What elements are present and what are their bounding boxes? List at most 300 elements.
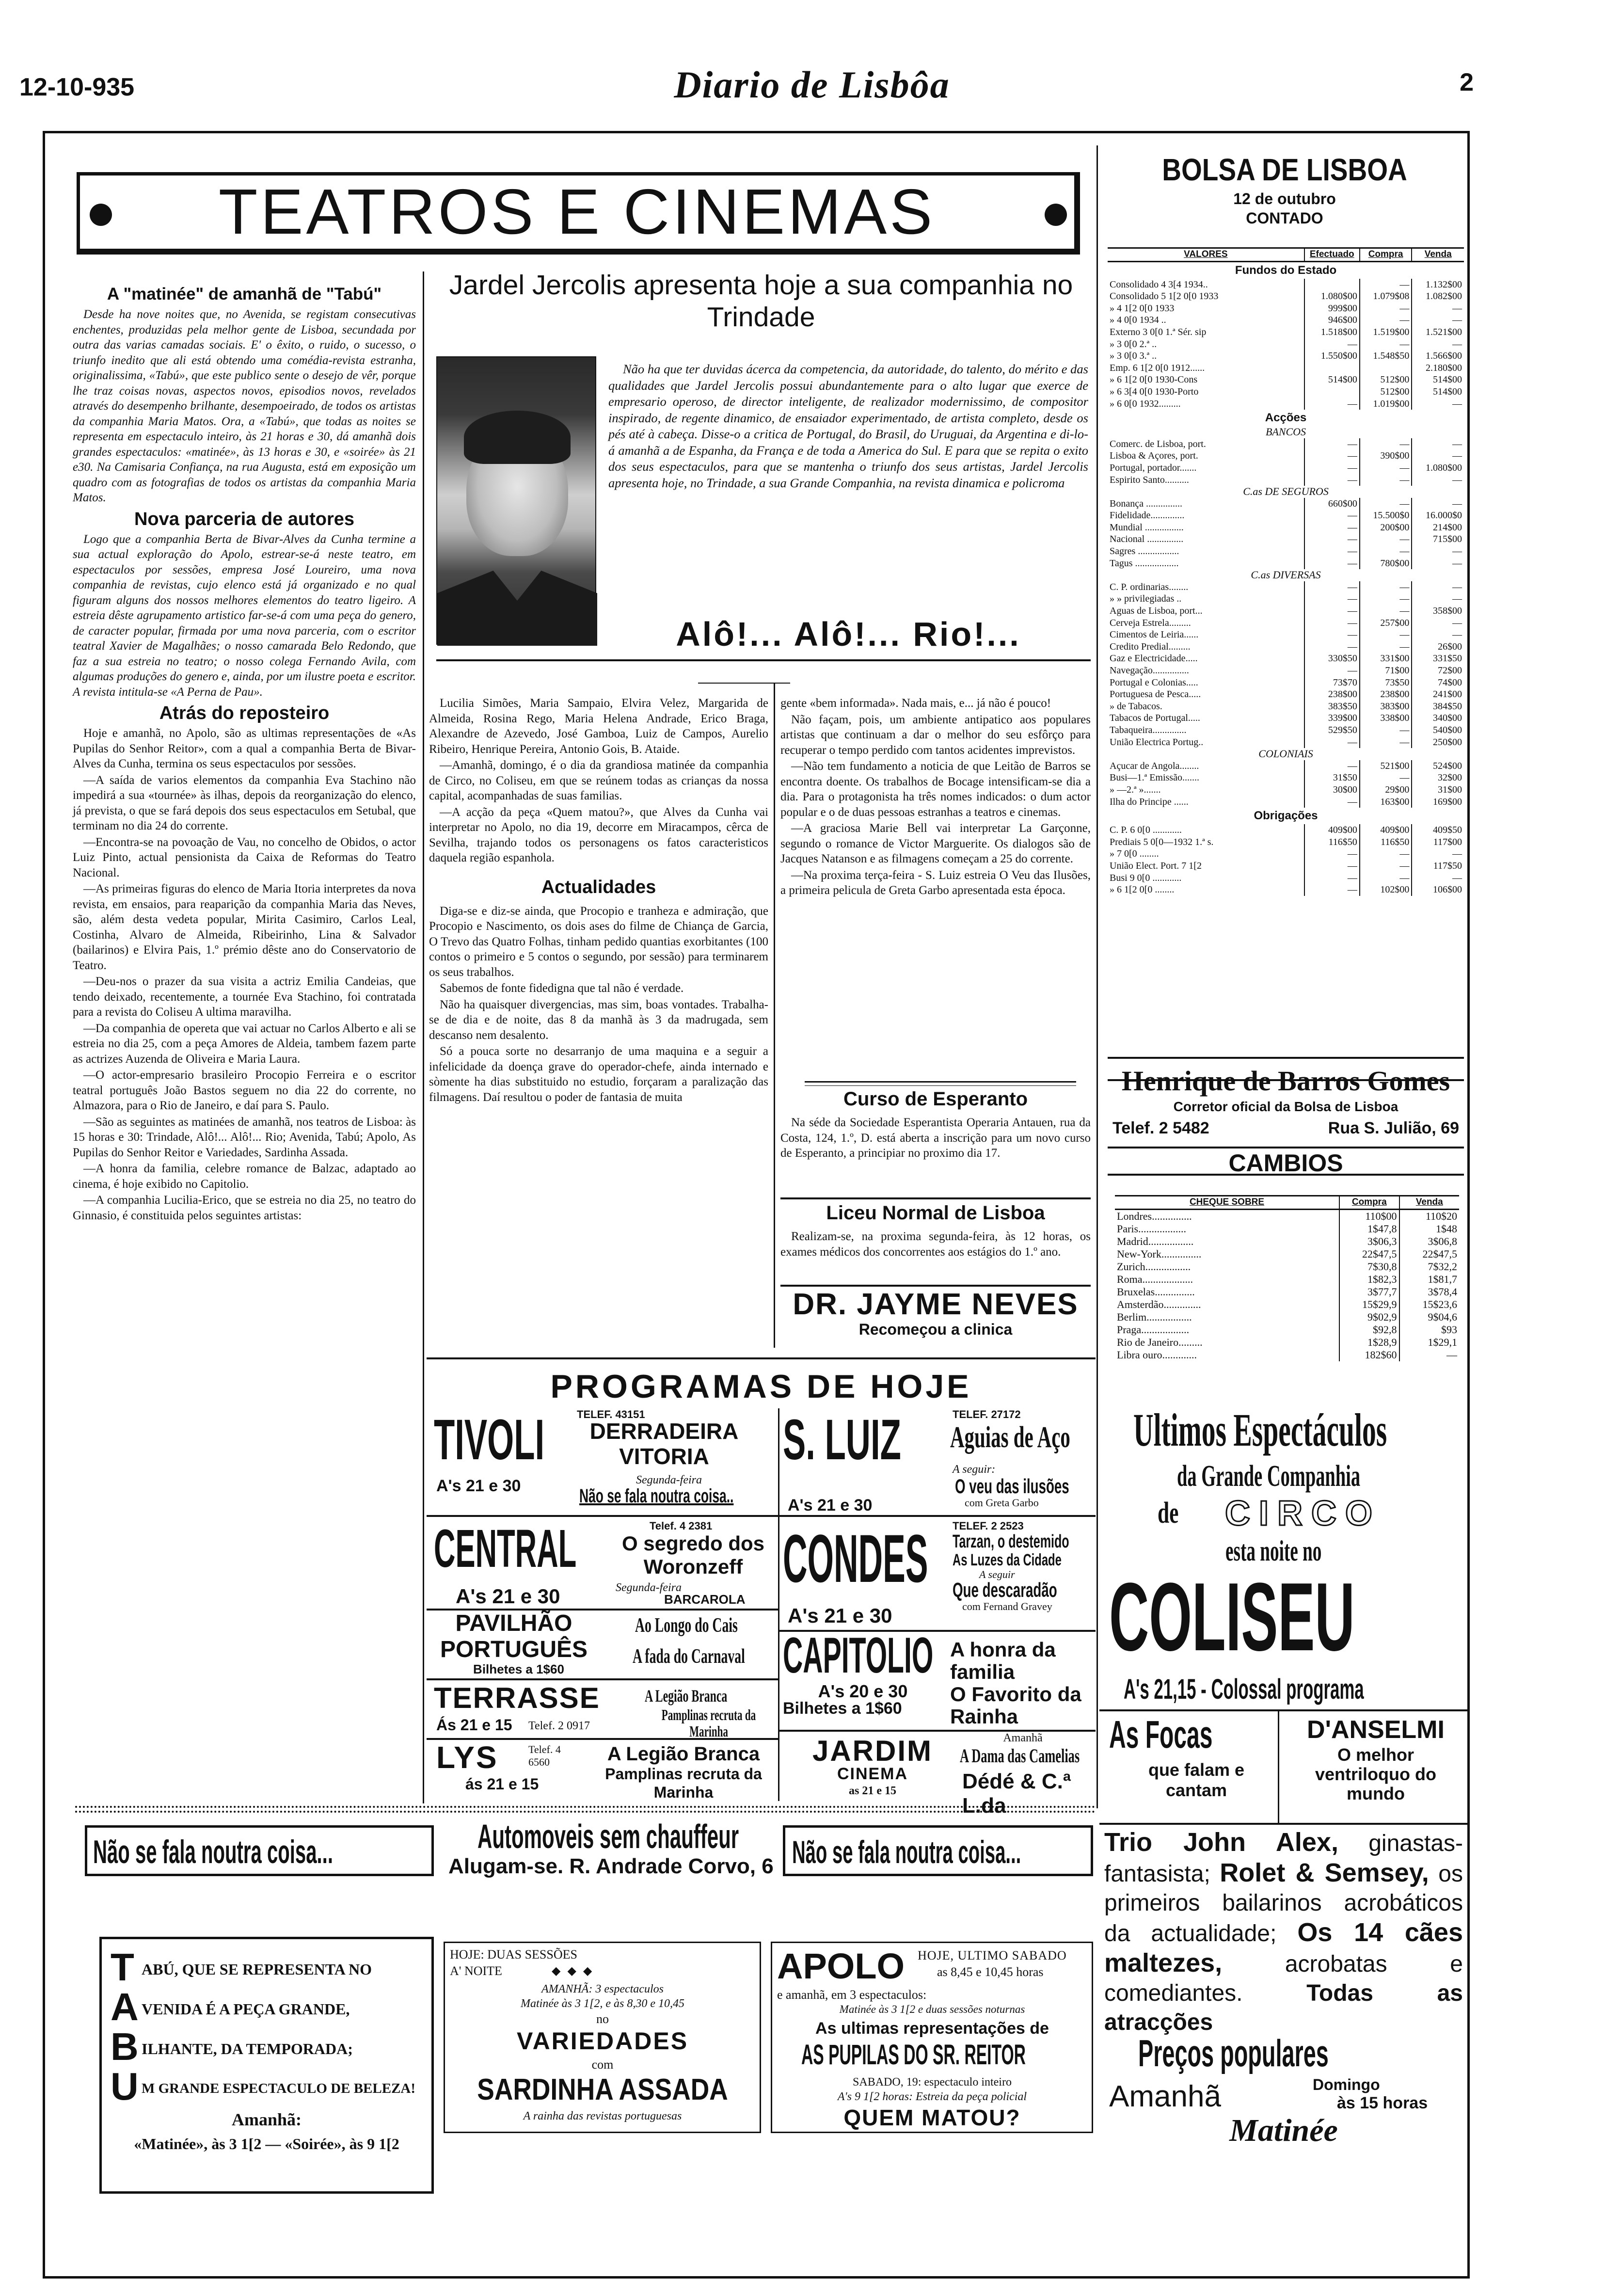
bolsa-price-cell: 238$00 <box>1304 688 1360 701</box>
lys-name: LYS <box>436 1740 498 1775</box>
cambios-rate: $93 <box>1399 1323 1460 1336</box>
terrasse-name: TERRASSE <box>434 1682 600 1714</box>
cambios-rate: 1$48 <box>1399 1223 1460 1235</box>
bolsa-price-cell: 358$00 <box>1412 605 1464 617</box>
coliseu-line-4: esta noite no <box>1225 1535 1322 1567</box>
apolo-line: A's 9 1[2 horas: Estreia da peça policial <box>837 2090 1027 2103</box>
act-rolet-desc: os primeiros bailarinos acrobáticos da actualidade; <box>1104 1861 1463 1946</box>
bolsa-date: 12 de outubro <box>1233 190 1336 207</box>
cambios-rate: 3$77,7 <box>1339 1286 1399 1298</box>
bolsa-price-cell: 1.082$00 <box>1412 290 1464 303</box>
apolo-line: Matinée às 3 1[2 e duas sessões noturnas <box>839 2003 1025 2015</box>
bolsa-price-cell: 250$00 <box>1412 736 1464 749</box>
jardim-name: JARDIM <box>812 1735 933 1767</box>
bolsa-row <box>1108 261 1464 279</box>
article-paragraph: Só a pouca sorte no desarranjo de uma maquina e a seguir a infelicidade da doença grave do operador-chefe, ainda internado e sòmente ha dias substituido no estudio, forçaram a paralização das filmagens. Daí resultou o poder de fantasia de muita <box>429 1045 768 1104</box>
bolsa-price-cell: — <box>1412 545 1464 558</box>
cambios-rate: 22$47,5 <box>1399 1248 1460 1260</box>
bolsa-price-cell: 102$00 <box>1360 884 1412 896</box>
bolsa-price-cell: — <box>1304 474 1360 486</box>
bolsa-row <box>1108 701 1464 713</box>
pavilhao-price: Bilhetes a 1$60 <box>473 1662 564 1676</box>
bolsa-price-cell: 339$00 <box>1304 712 1360 724</box>
bolsa-price-cell: — <box>1304 641 1360 653</box>
doctor-text: Recomeçou a clinica <box>858 1321 1013 1338</box>
bolsa-price-cell: 1.079$08 <box>1360 290 1412 303</box>
coliseu-ad <box>1099 1401 1468 2148</box>
bolsa-row <box>1108 824 1464 836</box>
bolsa-price-cell: — <box>1412 617 1464 629</box>
hora-label: às 15 horas <box>1337 2094 1428 2112</box>
condes-tel: TELEF. 2 2523 <box>953 1520 1024 1532</box>
article-paragraph: Logo que a companhia Berta de Bivar-Alves da Cunha termine a sua actual exploração do Apolo, estrear-se-á neste teatro, em espectaculos por sessões, empresa José Loureiro, uma nova companhia de revistas, cujo elenco está já organizado e no qual figuram alguns dos nossos melhores elementos do teatro ligeiro. A estreia dêste agrupamento artistico far-se-á com uma peça do genero, de caracter popular, firmada por uma nova parceria, com o escritor teatral Xavier de Magalhães; o nosso camarada Belo Redondo, que faz a sua estreia no teatro; o nosso colega Fernando Avila, com algumas produções do genero e, ainda, por um ilustre poeta e escritor. A revista intitula-se «A Perna de Pau». <box>73 532 416 699</box>
tabu-initial: B <box>111 2025 139 2068</box>
bolsa-row <box>1108 303 1464 315</box>
cambios-header: Compra <box>1339 1196 1399 1210</box>
amanha-label: Amanhã <box>1109 2080 1221 2113</box>
article-paragraph: Diga-se e diz-se ainda, que Procopio e tranheza e admiração, que Procopio e Nascimento, os dois ases do filme de Chiança de Garcia, O Trevo das Quatro Folhas, tinham pedido quantias exorbitantes (100 contos o primeiro e 5 contos o segundo, por sessão) para terminarem os seus trabalhos. <box>429 904 768 979</box>
article-paragraph: gente «bem informada». Nada mais, e... já não é pouco! <box>780 697 1051 710</box>
bolsa-price-cell: 1.548$50 <box>1360 350 1412 362</box>
bolsa-price-cell: 26$00 <box>1412 641 1464 653</box>
variedades-show: SARDINHA ASSADA <box>477 2073 728 2106</box>
bolsa-price-cell <box>1304 362 1360 374</box>
coliseu-line-2: da Grande Companhia <box>1177 1460 1361 1493</box>
article-paragraph: Não façam, pois, um ambiente antipatico aos populares artistas que continuam a dar o melhor do seu esfôrço para recuperar o tempo perdido com tantos acidentes imprevistos. <box>780 713 1091 757</box>
variedades-line: com <box>591 2057 614 2072</box>
bolsa-price-cell: — <box>1360 629 1412 641</box>
bolsa-price-cell: — <box>1360 848 1412 860</box>
bolsa-security-name: » —2.ª »....... <box>1110 784 1161 795</box>
bolsa-price-cell: 74$00 <box>1412 677 1464 689</box>
bolsa-price-cell: 512$00 <box>1360 386 1412 398</box>
broker-phone: Telef. 2 5482 <box>1112 1119 1209 1137</box>
bolsa-row <box>1108 748 1464 760</box>
act-trio-desc: ginastas-fantasista; <box>1104 1831 1463 1887</box>
bolsa-security-name: Espirito Santo.......... <box>1110 474 1189 485</box>
cambios-rate: 1$47,8 <box>1339 1223 1399 1235</box>
bolsa-security-name: » 4 0[0 1934 .. <box>1110 315 1166 326</box>
bolsa-header: Venda <box>1412 248 1464 262</box>
bolsa-price-cell: 1.080$00 <box>1304 290 1360 303</box>
bolsa-price-cell: 169$00 <box>1412 796 1464 808</box>
bolsa-price-cell: 715$00 <box>1412 533 1464 545</box>
article-heading-actualidades: Actualidades <box>541 877 656 897</box>
masthead: Diario de Lisbôa <box>674 64 950 106</box>
bolsa-price-cell: 383$00 <box>1360 701 1412 713</box>
cambios-rate: 110$00 <box>1339 1209 1399 1223</box>
condes-next: Que descaradão <box>953 1578 1057 1601</box>
section-title: TEATROS E CINEMAS <box>218 176 936 247</box>
bolsa-price-cell: — <box>1360 593 1412 605</box>
bolsa-price-cell: 524$00 <box>1412 760 1464 772</box>
divider <box>436 659 1091 661</box>
anselmi-title: D'ANSELMI <box>1307 1716 1445 1744</box>
bolsa-price-cell: — <box>1304 581 1360 593</box>
bolsa-price-cell: 1.518$00 <box>1304 326 1360 338</box>
cambios-city: New-York............... <box>1117 1247 1202 1260</box>
bolsa-security-name: » 6 0[0 1932......... <box>1110 398 1181 409</box>
section-banner <box>77 172 1080 255</box>
bolsa-row <box>1108 498 1464 510</box>
bolsa-price-cell: 106$00 <box>1412 884 1464 896</box>
lys-film2: Pamplinas recruta da Marinha <box>605 1765 762 1801</box>
capitolio-film: A honra da familia <box>950 1638 1056 1683</box>
cambios-rate: 9$04,6 <box>1399 1311 1460 1323</box>
bolsa-price-cell: 390$00 <box>1360 450 1412 462</box>
article-paragraph: —Amanhã, domingo, é o dia da grandiosa matinée da companhia de Circo, no Coliseu, em que se reúnem todas as crianças da nossa capital, acompanhadas de suas familias. <box>429 759 768 802</box>
tabu-line: ILHANTE, DA TEMPORADA; <box>142 2040 353 2057</box>
variedades-line: A' NOITE <box>450 1964 502 1978</box>
column-two <box>429 696 768 1350</box>
bolsa-security-name: » 4 1[2 0[0 1933 <box>1110 303 1175 314</box>
bolsa-row <box>1108 374 1464 386</box>
cambios-city: Zurich................. <box>1117 1260 1191 1273</box>
bolsa-security-name: » 6 1[2 0[0 1930-Cons <box>1110 374 1198 385</box>
bolsa-subsection-heading: C.as DE SEGUROS <box>1243 485 1329 498</box>
banner-nao-se-fala-1 <box>85 1825 434 1876</box>
focas-title: As Focas <box>1109 1713 1213 1756</box>
bolsa-row <box>1108 617 1464 629</box>
bolsa-security-name: » de Tabacos. <box>1110 701 1162 712</box>
bolsa-security-name: Navegação............... <box>1110 665 1189 676</box>
article-paragraph: —O actor-empresario brasileiro Procopio Ferreira e o escritor teatral português João Bastos seguem no dia 22 do corrente, no Almazora, para o Rio de Janeiro, e daí para S. Paulo. <box>73 1068 416 1112</box>
variedades-line: Matinée às 3 1[2, e às 8,30 e 10,45 <box>521 1997 684 2010</box>
cambios-city: Paris.................. <box>1117 1222 1186 1235</box>
bolsa-row <box>1108 796 1464 808</box>
article-paragraph: —A honra da familia, celebre romance de Balzac, adaptado ao cinema, é hoje exibido no Capitolio. <box>73 1162 416 1191</box>
coliseu-name: COLISEU <box>1109 1563 1355 1671</box>
bolsa-security-name: Externo 3 0[0 1.ª Sér. sip <box>1110 326 1207 337</box>
bolsa-price-cell: 529$50 <box>1304 724 1360 736</box>
bolsa-price-cell: 238$00 <box>1360 688 1412 701</box>
cambios-city: Madrid................. <box>1117 1235 1194 1247</box>
bolsa-price-cell: — <box>1412 438 1464 450</box>
bolsa-row <box>1108 772 1464 784</box>
variedades-line: A rainha das revistas portuguesas <box>523 2110 682 2122</box>
article-paragraph: —A companhia Lucilia-Erico, que se estreia no dia 25, no teatro do Ginnasio, é constituida pelos seguintes artistas: <box>73 1194 416 1222</box>
cambios-row <box>1115 1260 1459 1273</box>
jardim-film2: Dédé & C.ª L.da <box>962 1770 1071 1818</box>
bolsa-price-cell: 409$00 <box>1360 824 1412 836</box>
esperanto-text: Na séde da Sociedade Esperantista Operaria Antauen, rua da Costa, 124, 1.º, D. está aberta a inscrição para um novo curso de Esperanto, a principiar no proximo dia 17. <box>780 1116 1091 1160</box>
cambios-rate: 22$47,5 <box>1339 1248 1399 1260</box>
bolsa-price-cell: 409$50 <box>1412 824 1464 836</box>
bolsa-security-name: Emp. 6 1[2 0[0 1912...... <box>1110 362 1205 373</box>
broker-name: Henrique de Barros Gomes <box>1121 1065 1450 1097</box>
sluiz-time: A's 21 e 30 <box>788 1496 873 1515</box>
tabu-initial: A <box>111 1985 139 2028</box>
column-rule <box>1278 1711 1279 1823</box>
bolsa-price-cell: — <box>1304 558 1360 570</box>
bolsa-security-name: Comerc. de Lisboa, port. <box>1110 438 1206 449</box>
condes-name: CONDES <box>783 1520 928 1596</box>
bullet-right-icon <box>1045 204 1067 226</box>
bolsa-price-cell: — <box>1304 884 1360 896</box>
bolsa-header: Efectuado <box>1304 248 1360 262</box>
bolsa-price-cell: — <box>1304 398 1360 410</box>
cambios-city: Berlim................. <box>1117 1310 1192 1323</box>
cambios-row <box>1115 1311 1459 1323</box>
cambios-row <box>1115 1298 1459 1311</box>
bolsa-price-cell: — <box>1412 848 1464 860</box>
cambios-city: Londres............... <box>1117 1210 1192 1222</box>
bolsa-price-cell: 514$00 <box>1304 374 1360 386</box>
pavilhao-film: Ao Longo do Cais <box>635 1614 738 1637</box>
terrasse-tel: Telef. 2 0917 <box>528 1720 590 1732</box>
tivoli-name: TIVOLI <box>434 1408 545 1472</box>
bolsa-security-name: Bonança ............... <box>1110 498 1182 509</box>
bolsa-price-cell: 514$00 <box>1412 374 1464 386</box>
page-number: 2 <box>1460 68 1474 96</box>
bolsa-price-cell: 338$00 <box>1360 712 1412 724</box>
bolsa-price-cell: 660$00 <box>1304 498 1360 510</box>
bolsa-row <box>1108 808 1464 824</box>
bolsa-row <box>1108 533 1464 545</box>
cambios-row <box>1115 1248 1459 1260</box>
central-tel: Telef. 4 2381 <box>650 1520 713 1532</box>
article-heading-tabu: A "matinée" de amanhã de "Tabú" <box>107 285 382 303</box>
bolsa-row <box>1108 450 1464 462</box>
bolsa-row <box>1108 362 1464 374</box>
bolsa-security-name: » 3 0[0 3.ª .. <box>1110 351 1157 362</box>
bolsa-security-name: União Elect. Port. 7 1[2 <box>1110 860 1202 871</box>
bolsa-row <box>1108 410 1464 426</box>
cambios-row <box>1115 1273 1459 1286</box>
bolsa-price-cell: — <box>1360 724 1412 736</box>
feature-headline: Jardel Jercolis apresenta hoje a sua companhia no Trindade <box>449 270 1073 333</box>
bolsa-row <box>1108 558 1464 570</box>
bolsa-security-name: C. P. 6 0[0 ............ <box>1110 825 1182 836</box>
terrasse-time-2: Ás 21 e 15 <box>436 1716 512 1734</box>
bolsa-row <box>1108 279 1464 291</box>
bolsa-table-wrap <box>1108 247 1464 1081</box>
bolsa-price-cell: 29$00 <box>1360 784 1412 796</box>
bolsa-price-cell: 200$00 <box>1360 522 1412 534</box>
variedades-line: HOJE: DUAS SESSÕES <box>450 1947 577 1961</box>
bolsa-security-name: Credito Predial......... <box>1110 641 1191 652</box>
column-rule <box>423 271 424 1803</box>
bolsa-price-cell: — <box>1304 522 1360 534</box>
cambios-rate: 3$06,3 <box>1339 1235 1399 1248</box>
bolsa-security-name: » 6 3[4 0[0 1930-Porto <box>1110 386 1199 397</box>
apolo-line: e amanhã, em 3 espectaculos: <box>777 1988 927 2002</box>
central-time: A's 21 e 30 <box>456 1585 560 1608</box>
bolsa-price-cell: 1.080$00 <box>1412 462 1464 474</box>
tabu-line: M GRANDE ESPECTACULO DE BELEZA! <box>142 2081 416 2096</box>
cambios-rate: 7$30,8 <box>1339 1260 1399 1273</box>
bolsa-row <box>1108 784 1464 796</box>
article-paragraph: —Deu-nos o prazer da sua visita a actriz Emilia Candeias, que tendo deixado, recentemente, a tournée Eva Stachino, foi contratada para a revista do Coliseu A ultima maravilha. <box>73 975 416 1019</box>
article-paragraph: —Na proxima terça-feira - S. Luiz estreia O Veu das Ilusões, a primeira pelicula de Greta Garbo apresentada esta época. <box>780 868 1091 897</box>
bolsa-security-name: » 3 0[0 2.ª .. <box>1110 338 1157 350</box>
cambios-city: Praga.................. <box>1117 1323 1190 1336</box>
bolsa-price-cell: 241$00 <box>1412 688 1464 701</box>
bolsa-price-cell: 384$50 <box>1412 701 1464 713</box>
cambios-row <box>1115 1223 1459 1235</box>
bolsa-row <box>1108 848 1464 860</box>
cambios-city: Bruxelas............... <box>1117 1285 1195 1298</box>
bolsa-price-cell: — <box>1412 629 1464 641</box>
article-heading-reposteiro: Atrás do reposteiro <box>159 703 330 723</box>
cambios-rate: 182$60 <box>1339 1349 1399 1361</box>
bolsa-price-cell: 512$00 <box>1360 374 1412 386</box>
cambios-rate: 15$29,9 <box>1339 1298 1399 1311</box>
bolsa-price-cell: — <box>1360 545 1412 558</box>
bolsa-price-cell: — <box>1360 772 1412 784</box>
bolsa-price-cell: — <box>1304 450 1360 462</box>
bolsa-row <box>1108 326 1464 338</box>
bolsa-row <box>1108 836 1464 848</box>
bolsa-price-cell: — <box>1304 629 1360 641</box>
bolsa-price-cell: — <box>1304 848 1360 860</box>
bolsa-price-cell: — <box>1412 474 1464 486</box>
apolo-line: HOJE, ULTIMO SABADO <box>918 1948 1067 1962</box>
bolsa-price-cell: 1.132$00 <box>1412 279 1464 291</box>
cambios-row <box>1115 1235 1459 1248</box>
cambios-rate: 15$23,6 <box>1399 1298 1460 1311</box>
jardim-sub: CINEMA <box>837 1765 908 1783</box>
broker-address: Rua S. Julião, 69 <box>1328 1119 1459 1137</box>
bolsa-row <box>1108 545 1464 558</box>
cambios-header: CHEQUE SOBRE <box>1115 1196 1339 1210</box>
bolsa-row <box>1108 736 1464 749</box>
bolsa-header: VALORES <box>1108 248 1304 262</box>
banner-nao-se-fala-text: Não se fala noutra coisa... <box>93 1834 333 1870</box>
act-rolet: Rolet & Semsey, <box>1220 1858 1429 1887</box>
bolsa-price-cell: — <box>1412 498 1464 510</box>
feature-show-title: Alô!... Alô!... Rio!... <box>676 615 1021 653</box>
variedades-line: AMANHÃ: 3 espectaculos <box>541 1983 664 1995</box>
bolsa-security-name: União Electrica Portug.. <box>1110 736 1204 748</box>
coliseu-line-3a: de <box>1158 1497 1179 1530</box>
bolsa-row <box>1108 884 1464 896</box>
bolsa-price-cell: — <box>1304 510 1360 522</box>
cambios-rate: 3$78,4 <box>1399 1286 1460 1298</box>
bolsa-price-cell: 409$00 <box>1304 824 1360 836</box>
cambios-row <box>1115 1323 1459 1336</box>
tabu-line: ABÚ, QUE SE REPRESENTA NO <box>142 1961 372 1978</box>
bolsa-price-cell: 31$00 <box>1412 784 1464 796</box>
bolsa-price-cell: — <box>1360 641 1412 653</box>
cambios-row <box>1115 1286 1459 1298</box>
bolsa-price-cell: — <box>1360 303 1412 315</box>
central-name: CENTRAL <box>434 1519 577 1578</box>
bolsa-row <box>1108 653 1464 665</box>
divider <box>427 1515 1096 1517</box>
bolsa-table <box>1108 247 1464 896</box>
bolsa-row <box>1108 593 1464 605</box>
bolsa-row <box>1108 510 1464 522</box>
liceu-text: Realizam-se, na proxima segunda-feira, às 12 horas, os exames médicos dos concorrentes aos estágios do 1.º ano. <box>780 1230 1091 1259</box>
cambios-rate: — <box>1399 1349 1460 1361</box>
bolsa-row <box>1108 712 1464 724</box>
bolsa-price-cell: 163$00 <box>1360 796 1412 808</box>
bolsa-price-cell <box>1304 279 1360 291</box>
bolsa-price-cell: — <box>1304 338 1360 351</box>
capitolio-film2: O Favorito da Rainha <box>950 1683 1081 1728</box>
tivoli-tel: TELEF. 43151 <box>577 1408 645 1420</box>
banner-nao-se-fala-text: Não se fala noutra coisa... <box>792 1834 1021 1870</box>
coliseu-acts <box>1104 1828 1463 2035</box>
cambios-city: Rio de Janeiro......... <box>1117 1336 1203 1348</box>
tivoli-next: Não se fala noutra coisa.. <box>579 1485 734 1507</box>
bolsa-price-cell: — <box>1360 872 1412 884</box>
cambios-rate: $92,8 <box>1339 1323 1399 1336</box>
bolsa-price-cell: — <box>1360 533 1412 545</box>
jardim-time: as 21 e 15 <box>849 1785 896 1797</box>
portrait-photo <box>436 356 596 645</box>
anselmi-sub: O melhor ventriloquo do mundo <box>1315 1745 1436 1803</box>
act-trio: Trio John Alex, <box>1104 1828 1338 1857</box>
bolsa-row <box>1108 569 1464 581</box>
bolsa-security-name: Sagres ................. <box>1110 546 1179 557</box>
bolsa-price-cell: — <box>1412 338 1464 351</box>
bolsa-price-cell: — <box>1360 474 1412 486</box>
bolsa-price-cell: — <box>1304 860 1360 872</box>
bolsa-price-cell: 257$00 <box>1360 617 1412 629</box>
bolsa-price-cell: 514$00 <box>1412 386 1464 398</box>
bolsa-row <box>1108 522 1464 534</box>
act-all: Todas as atracções <box>1104 1980 1463 2035</box>
bolsa-row <box>1108 386 1464 398</box>
bolsa-subsection-heading: COLONIAIS <box>1258 748 1313 760</box>
bolsa-security-name: Portugal, portador....... <box>1110 462 1197 473</box>
sluiz-tel: TELEF. 27172 <box>953 1408 1021 1420</box>
bolsa-price-cell: — <box>1360 736 1412 749</box>
bolsa-security-name: Fidelidade.............. <box>1110 510 1185 521</box>
tabu-amanha: Amanhã: <box>231 2110 302 2129</box>
precos-populares: Preços populares <box>1138 2032 1329 2074</box>
divider <box>780 1285 1091 1287</box>
bolsa-price-cell: 117$00 <box>1412 836 1464 848</box>
bolsa-price-cell: — <box>1304 796 1360 808</box>
article-heading-parceria: Nova parceria de autores <box>134 509 355 529</box>
ornament-divider <box>805 1081 1076 1086</box>
capitolio-name: CAPITOLIO <box>783 1627 934 1684</box>
tivoli-film: DERRADEIRA VITORIA <box>589 1419 739 1469</box>
bolsa-security-name: » 7 0[0 ........ <box>1110 848 1159 860</box>
bolsa-price-cell: — <box>1360 498 1412 510</box>
bolsa-price-cell: — <box>1304 736 1360 749</box>
focas-sub: que falam e cantam <box>1148 1760 1245 1800</box>
column-rule <box>1097 145 1098 1808</box>
bolsa-price-cell: — <box>1360 279 1412 291</box>
cambios-row <box>1115 1209 1459 1223</box>
variedades-name: VARIEDADES <box>516 2027 689 2055</box>
dotted-border <box>75 1806 1096 1813</box>
bullet-left-icon <box>90 204 112 226</box>
bolsa-row <box>1108 314 1464 326</box>
bolsa-price-cell: — <box>1412 303 1464 315</box>
bolsa-price-cell: 1.566$00 <box>1412 350 1464 362</box>
apolo-name: APOLO <box>777 1946 905 1986</box>
divider <box>1099 1823 1468 1825</box>
variedades-ad <box>444 1942 761 2133</box>
bolsa-security-name: Busi 9 0[0 ............ <box>1110 872 1182 883</box>
apolo-line: As ultimas representações de <box>815 2019 1049 2038</box>
cambios-rate: 1$28,9 <box>1339 1336 1399 1349</box>
condes-next-label: A seguir <box>979 1568 1015 1580</box>
bolsa-price-cell: — <box>1360 438 1412 450</box>
article-paragraph: —Da companhia de opereta que vai actuar no Carlos Alberto e ali se estreia no dia 25, com a peça Amores de Aldeia, tambem fazem parte as actrizes Auzenda de Oliveira e Maria Laura. <box>73 1021 416 1066</box>
tivoli-time: A's 21 e 30 <box>436 1477 521 1495</box>
bolsa-row <box>1108 438 1464 450</box>
bolsa-security-name: Tabaqueira.............. <box>1110 724 1187 735</box>
bolsa-price-cell: 116$50 <box>1360 836 1412 848</box>
apolo-line: SABADO, 19: espectaculo inteiro <box>853 2076 1012 2089</box>
bolsa-security-name: Ilha do Principe ...... <box>1110 796 1189 807</box>
